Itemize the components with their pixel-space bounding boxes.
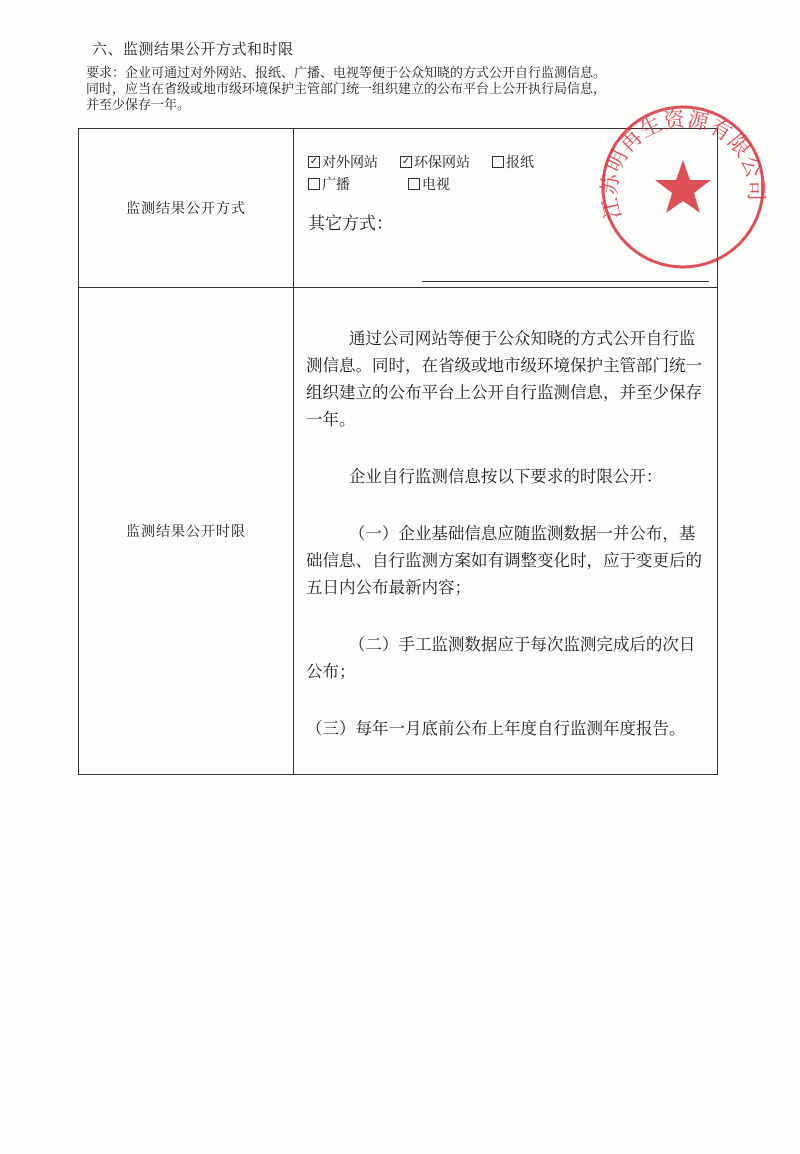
option-newspaper[interactable] [492,152,534,172]
option-label: 广播 [322,177,350,193]
time-content [294,291,717,742]
seal-star-icon [655,160,711,213]
paragraph: （二）手工监测数据应于每次监测完成后的次日公布； [306,634,696,681]
option-env-website[interactable] [400,152,470,172]
time-cell [294,288,718,775]
option-external-website[interactable] [308,152,378,172]
seal-text: 江苏明再生资源有限公司 [597,106,769,222]
checkbox-checked-icon[interactable]: ✓ [401,156,411,167]
option-label: 电视 [422,177,450,193]
checkbox-empty-icon[interactable] [308,178,320,190]
company-seal-stamp [596,100,770,274]
checkbox-checked-icon[interactable]: ✓ [309,156,319,167]
requirement-line-1: 要求：企业可通过对外网站、报纸、广播、电视等便于公众知晓的方式公开自行监测信息。 [86,66,607,81]
requirement-line-3: 并至少保存一年。 [86,98,191,113]
paragraph: （一）企业基础信息应随监测数据一并公布，基础信息、自行监测方案如有调整变化时，应于变更后的五日内公布最新内容； [306,523,702,597]
option-label: 环保网站 [414,155,470,171]
option-tv[interactable] [408,174,450,194]
option-broadcast[interactable] [308,174,350,194]
checkbox-empty-icon[interactable] [408,178,420,190]
other-method-label: 其它方式： [308,214,393,234]
paragraph: （三）每年一月底前公布上年度自行监测年度报告。 [306,718,686,738]
option-label: 对外网站 [322,155,378,171]
section-heading: 六、监测结果公开方式和时限 [92,40,294,58]
method-label: 监测结果公开方式 [79,129,294,288]
option-label: 报纸 [506,155,534,171]
time-row [79,288,718,775]
checkbox-empty-icon[interactable] [492,156,504,168]
method-options [308,151,556,195]
paragraph: 通过公司网站等便于公众知晓的方式公开自行监测信息。同时，在省级或地市级环境保护主管部门统一组织建立的公布平台上公开自行监测信息，并至少保存一年。 [306,328,702,429]
other-method-field[interactable] [422,281,709,282]
time-label: 监测结果公开时限 [79,288,294,775]
paragraph: 企业自行监测信息按以下要求的时限公开： [348,466,663,486]
requirement-line-2: 同时，应当在省级或地市级环境保护主管部门统一组织建立的公布平台上公开执行局信息， [86,82,607,97]
